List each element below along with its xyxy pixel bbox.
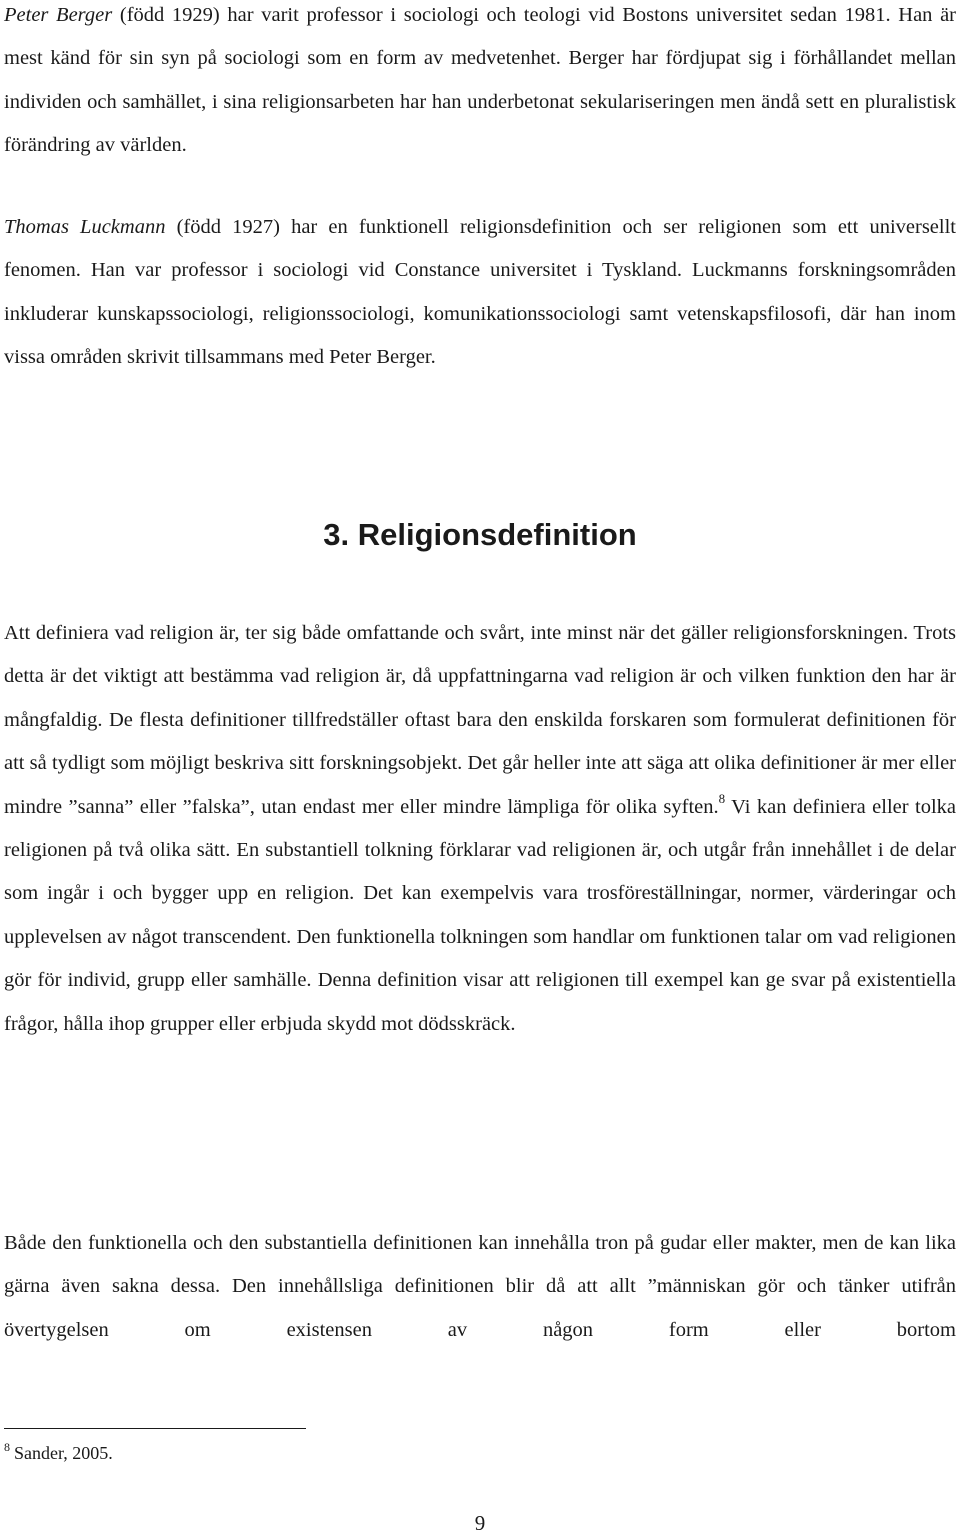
paragraph-thomas-luckmann — [4, 206, 956, 380]
footnote — [4, 1438, 113, 1468]
paragraph-definitions — [4, 1222, 956, 1352]
paragraph-peter-berger — [4, 0, 956, 168]
document-page — [4, 0, 956, 1537]
footnote-text: Sander, 2005. — [14, 1443, 113, 1463]
page-number: 9 — [474, 1511, 486, 1535]
paragraph-text: (född 1929) har varit professor i sociologi och teologi vid Bostons universitet sedan 1981. Han är mest känd för sin syn på sociologi som en form av medvetenhet. Berger har fördjupat sig i förhållandet mellan individen och samhället, i sina religionsarbeten har han underbetonat sekulariseringen men ändå sett en pluralistisk förändring av världen. — [4, 4, 956, 157]
paragraph-text: Att definiera vad religion är, ter sig både omfattande och svårt, inte minst när det gäller religionsforskningen. Trots detta är det viktigt att bestämma vad religion är, då uppfattningarna vad religion är och vilken funktion den har är mångfaldig. De flesta definitioner tillfredställer oftast bara den enskilda forskaren som formulerat definitionen för att så tydligt som möjligt beskriva sitt forskningsobjekt. Det går heller inte att säga att olika definitioner är mer eller mindre ”sanna” eller ”falska”, utan endast mer eller mindre lämpliga för olika syften. — [4, 622, 956, 818]
paragraph-text: (född 1927) har en funktionell religionsdefinition och ser religionen som ett universellt fenomen. Han var professor i sociologi vid Constance universitet i Tyskland. Luckmanns forskningsområden inkluderar kunskapssociologi, religionssociologi, komunikationssociologi samt vetenskapsfilosofi, där han inom vissa områden skrivit tillsammans med Peter Berger. — [4, 216, 956, 369]
paragraph-text: Vi kan definiera eller tolka religionen på två olika sätt. En substantiell tolkning förklarar vad religionen är, och utgår från innehållet i de delar som ingår i och bygger upp en religion. Det kan exempelvis vara trosföreställningar, normer, värderingar och upplevelsen av något transcendent. Den funktionella tolkningen som handlar om funktionen talar om vad religionen gör för individ, grupp eller samhälle. Denna definition visar att religionen till exempel kan ge svar på existentiella frågor, hålla ihop grupper eller erbjuda skydd mot dödsskräck. — [4, 795, 957, 1035]
section-heading: 3. Religionsdefinition — [323, 517, 637, 552]
footnote-separator — [4, 1428, 306, 1429]
paragraph-text: Både den funktionella och den substantiella definitionen kan innehålla tron på gudar eller makter, men de kan lika gärna även sakna dessa. Den innehållsliga definitionen blir då att allt ”människan gör och tänker utifrån övertygelsen om existensen av någon form eller bortom — [4, 1232, 956, 1341]
footnote-reference[interactable]: 8 — [718, 790, 726, 806]
person-name-luckmann: Thomas Luckmann — [4, 216, 166, 238]
footnote-mark: 8 — [4, 1440, 10, 1454]
person-name-berger: Peter Berger — [4, 4, 113, 26]
paragraph-religionsdefinition — [4, 612, 956, 1046]
